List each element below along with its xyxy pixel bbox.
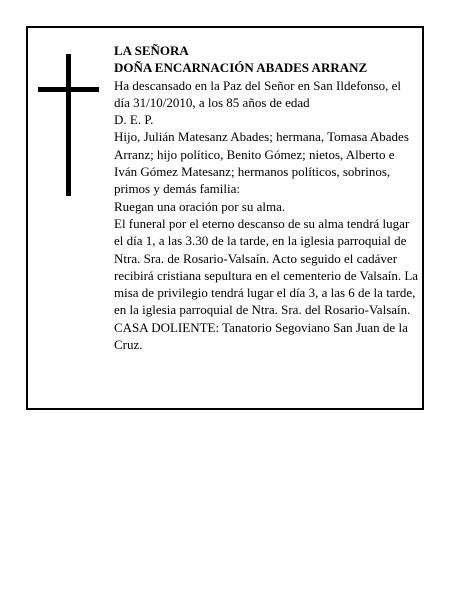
funeral-home: CASA DOLIENTE: Tanatorio Segoviano San Juan de la Cruz.: [114, 319, 408, 353]
deceased-name: DOÑA ENCARNACIÓN ABADES ARRANZ: [114, 60, 368, 76]
family-list: Hijo, Julián Matesanz Abades; hermana, Tomasa Abades Arranz; hijo político, Benito Gómez; nietos, Alberto e Iván Gómez Matesanz; hermanos políticos, sobrinos, primos y demás familia:: [114, 129, 409, 197]
funeral-details: El funeral por el eterno descanso de su alma tendrá lugar el día 1, a las 3.30 de la tarde, en la iglesia parroquial de Ntra. Sra. de Rosario-Valsaín. Acto seguido el cadáver recibirá cristiana sepultura en el cementerio de Valsaín. La misa de privilegio tendrá lugar el día 3, a las 6 de la tarde, en la iglesia parroquial de Ntra. Sra. del Rosario-Valsaín.: [114, 215, 419, 318]
obituary-notice: [26, 26, 424, 410]
cross-icon-crossbar: [38, 87, 99, 92]
death-announcement: Ha descansado en la Paz del Señor en San Ildefonso, el día 31/10/2010, a los 85 años de edad: [114, 77, 401, 110]
cross-icon: [66, 54, 71, 196]
prayer-request: Ruegan una oración por su alma.: [114, 198, 286, 214]
notice-text: [114, 42, 420, 353]
heading-title: LA SEÑORA: [114, 43, 189, 58]
rest-in-peace: D. E. P.: [114, 112, 154, 128]
